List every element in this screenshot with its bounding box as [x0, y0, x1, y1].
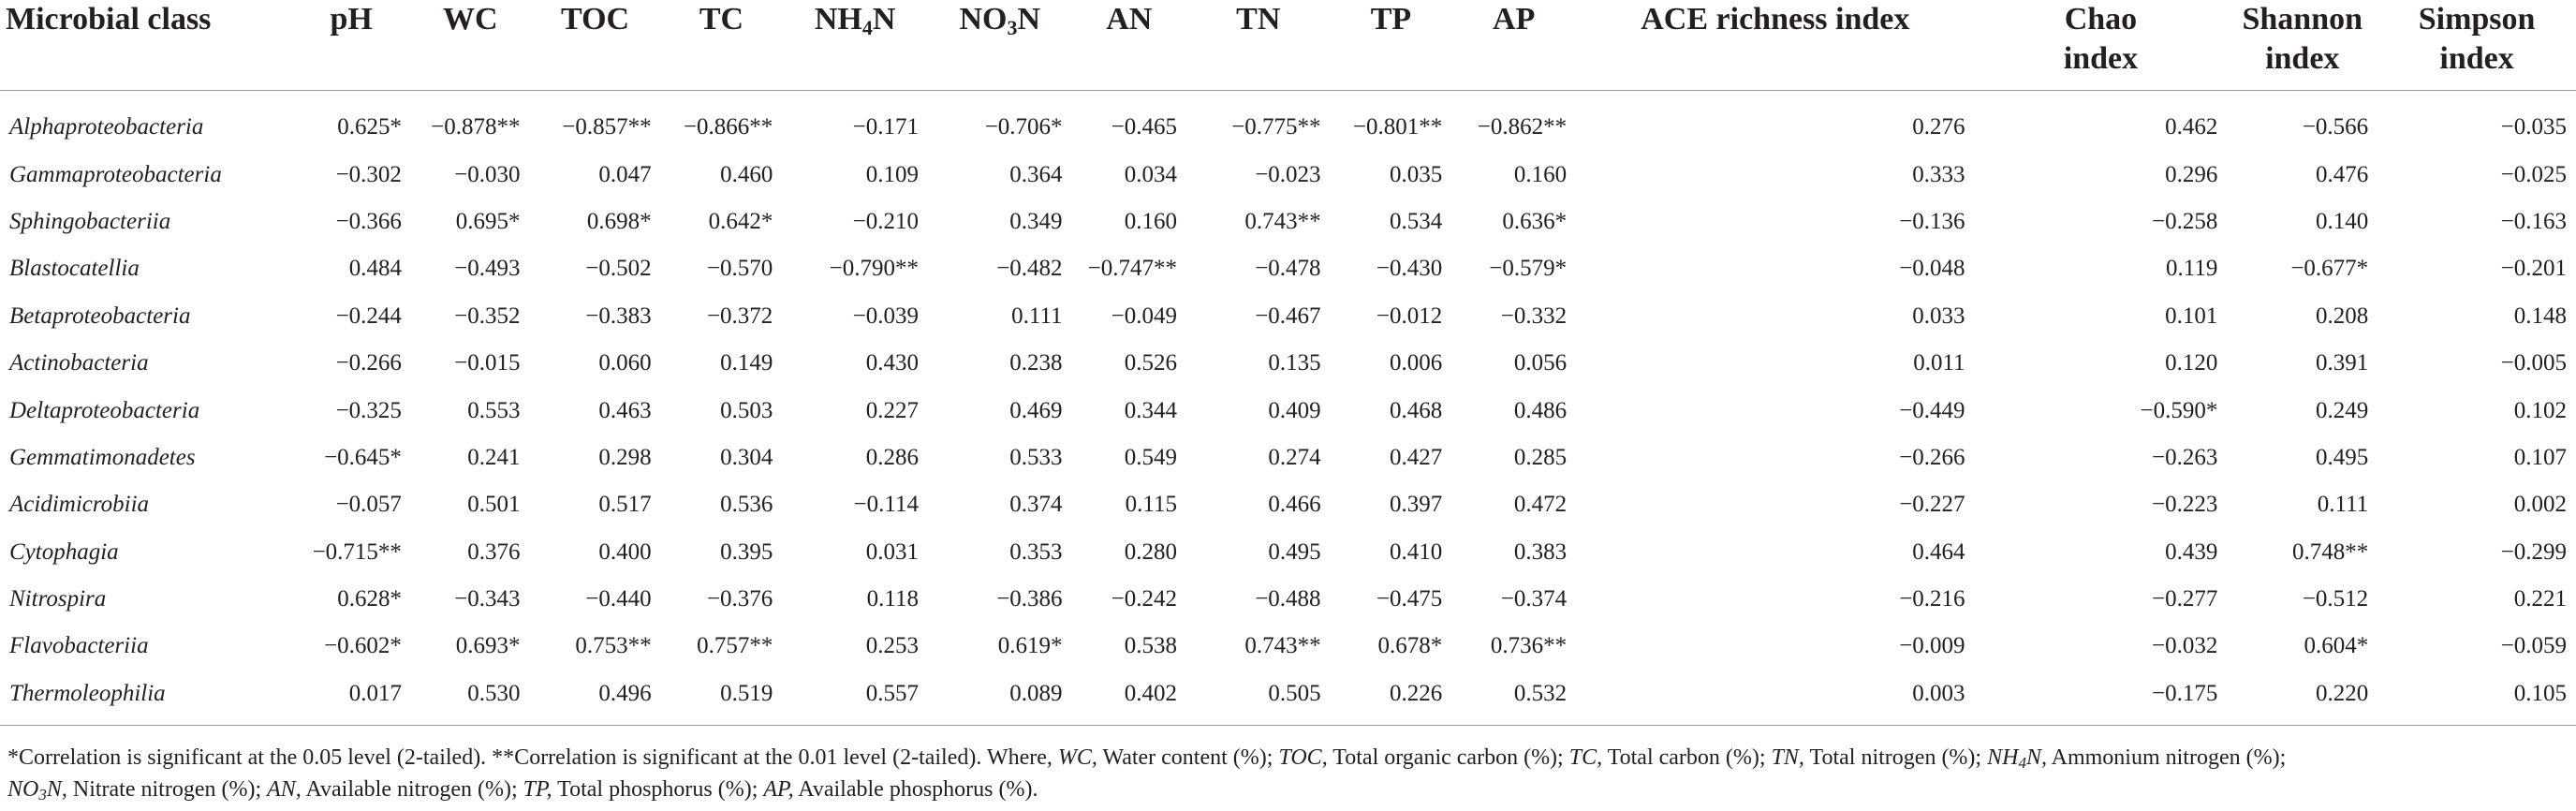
cell-nh4n: −0.114	[853, 492, 919, 518]
cell-shannon: 0.140	[2315, 208, 2369, 234]
table-row	[0, 293, 2576, 340]
cell-toc: 0.463	[598, 397, 652, 423]
cell-wc: −0.015	[454, 350, 521, 376]
footnote-tp-abbr: TP,	[523, 777, 552, 802]
footnote-no3-def: Nitrate nitrogen (%);	[66, 777, 268, 802]
cell-tc: 0.642*	[708, 208, 773, 234]
cell-ph: 0.625*	[337, 114, 402, 140]
cell-wc: −0.878**	[431, 114, 521, 140]
cell-tc: 0.395	[720, 538, 773, 565]
table-row	[0, 340, 2576, 387]
header-tc: TC	[699, 2, 744, 37]
cell-tc: 0.304	[720, 444, 773, 470]
cell-ace: −0.266	[1899, 444, 1965, 470]
cell-no3n: 0.238	[1009, 350, 1063, 376]
cell-ph: 0.628*	[337, 586, 402, 612]
cell-shannon: 0.495	[2315, 444, 2369, 470]
cell-tn: −0.467	[1255, 302, 1321, 329]
cell-no3n: 0.353	[1009, 538, 1063, 565]
header-chao-line1: Chao	[2064, 2, 2138, 37]
header-nh4n-b: N	[872, 2, 896, 37]
cell-ap: −0.862**	[1477, 114, 1568, 140]
cell-wc: 0.501	[467, 492, 521, 518]
cell-an: 0.115	[1125, 492, 1177, 518]
footnote-nh4-def: Ammonium nitrogen (%);	[2046, 745, 2287, 770]
cell-toc: 0.298	[598, 444, 652, 470]
cell-shannon: −0.677*	[2290, 256, 2369, 282]
cell-nh4n: −0.210	[852, 208, 919, 234]
cell-simpson: −0.025	[2500, 161, 2567, 187]
cell-simpson: −0.059	[2500, 633, 2567, 659]
footnote-toc-def: Total organic carbon (%);	[1327, 745, 1569, 770]
cell-ph: 0.017	[348, 680, 402, 706]
footnote-nh4-b: N,	[2025, 745, 2047, 770]
cell-tc: 0.536	[720, 492, 773, 518]
cell-an: 0.344	[1124, 397, 1177, 423]
header-nh4n-a: NH	[814, 2, 862, 37]
footnote-nh4-abbr	[1987, 745, 2047, 770]
cell-tp: 0.534	[1390, 208, 1443, 234]
cell-ace: 0.333	[1912, 161, 1965, 187]
header-simpson-line1: Simpson	[2418, 2, 2536, 37]
cell-tn: 0.409	[1268, 397, 1321, 423]
header-chao	[1975, 0, 2228, 91]
cell-ace: −0.048	[1899, 256, 1965, 282]
row-microbial-class: Gemmatimonadetes	[9, 444, 196, 470]
cell-tp: 0.427	[1390, 444, 1443, 470]
cell-simpson: 0.107	[2513, 444, 2567, 470]
cell-an: −0.747**	[1087, 256, 1177, 282]
cell-toc: 0.060	[598, 350, 652, 376]
cell-nh4n: 0.118	[866, 586, 919, 612]
cell-no3n: 0.619*	[997, 633, 1063, 659]
cell-no3n: 0.364	[1009, 161, 1063, 187]
cell-nh4n: 0.227	[865, 397, 919, 423]
cell-chao: 0.101	[2165, 302, 2218, 329]
cell-tc: 0.149	[720, 350, 773, 376]
cell-shannon: 0.208	[2315, 302, 2369, 329]
cell-no3n: −0.706*	[984, 114, 1063, 140]
cell-ap: 0.736**	[1490, 633, 1568, 659]
header-an: AN	[1106, 2, 1153, 37]
cell-simpson: −0.299	[2500, 538, 2567, 565]
cell-tp: 0.006	[1390, 350, 1443, 376]
header-tn: TN	[1236, 2, 1281, 37]
cell-no3n: 0.374	[1009, 492, 1063, 518]
cell-nh4n: −0.171	[852, 114, 919, 140]
cell-ace: −0.136	[1899, 208, 1965, 234]
cell-shannon: −0.566	[2302, 114, 2369, 140]
cell-ap: 0.160	[1513, 161, 1568, 187]
cell-toc: −0.383	[585, 302, 652, 329]
cell-ph: −0.366	[335, 208, 402, 234]
cell-ap: 0.486	[1513, 397, 1568, 423]
cell-simpson: −0.005	[2500, 350, 2567, 376]
cell-simpson: −0.201	[2500, 256, 2567, 282]
header-ap: AP	[1493, 2, 1536, 37]
cell-no3n: 0.469	[1009, 397, 1063, 423]
header-shannon-line2: index	[2265, 41, 2340, 76]
cell-chao: −0.258	[2151, 208, 2218, 234]
header-nh4n-sub: 4	[861, 16, 873, 39]
footnote-wc-def: Water content (%);	[1097, 745, 1279, 770]
row-microbial-class: Actinobacteria	[9, 350, 149, 376]
footnote-nh4-a: NH	[1987, 745, 2019, 770]
cell-shannon: 0.476	[2315, 161, 2369, 187]
cell-ap: 0.532	[1513, 680, 1568, 706]
cell-wc: 0.241	[467, 444, 521, 470]
cell-ace: 0.464	[1912, 538, 1965, 565]
cell-ph: 0.484	[348, 256, 402, 282]
cell-tc: −0.866**	[683, 114, 773, 140]
header-simpson	[2377, 0, 2576, 91]
header-no3n	[928, 0, 1072, 91]
header-shannon-line1: Shannon	[2242, 2, 2363, 37]
row-microbial-class: Acidimicrobiia	[9, 492, 150, 518]
row-microbial-class: Blastocatellia	[9, 256, 140, 282]
footnote-wc-abbr: WC,	[1057, 745, 1097, 770]
header-shannon	[2227, 0, 2377, 91]
table-row	[0, 671, 2576, 726]
cell-an: 0.160	[1124, 208, 1177, 234]
cell-tp: 0.035	[1390, 161, 1443, 187]
cell-toc: −0.502	[585, 256, 652, 282]
cell-chao: −0.223	[2151, 492, 2218, 518]
footnote-intro: *Correlation is significant at the 0.05 level (2-tailed). **Correlation is significant at the 0.01 level (2-tailed). Where,	[7, 745, 1058, 770]
header-ace: ACE richness index	[1641, 2, 1910, 37]
cell-shannon: 0.111	[2317, 492, 2369, 518]
table-row	[0, 387, 2576, 434]
cell-ph: −0.302	[335, 161, 402, 187]
row-microbial-class: Betaproteobacteria	[9, 302, 191, 329]
cell-toc: 0.517	[598, 492, 652, 518]
table-row	[0, 529, 2576, 576]
cell-tp: −0.430	[1376, 256, 1443, 282]
cell-no3n: −0.386	[996, 586, 1063, 612]
row-microbial-class: Sphingobacteriia	[9, 208, 171, 234]
cell-ph: −0.266	[335, 350, 402, 376]
footnote-no3-b: N,	[46, 777, 67, 802]
cell-chao: −0.277	[2151, 586, 2218, 612]
cell-simpson: 0.221	[2513, 586, 2567, 612]
cell-shannon: 0.391	[2315, 350, 2369, 376]
table-row	[0, 623, 2576, 670]
cell-shannon: 0.604*	[2304, 633, 2369, 659]
cell-nh4n: 0.286	[865, 444, 919, 470]
cell-tc: −0.372	[706, 302, 773, 329]
header-toc: TOC	[561, 2, 630, 37]
footnote-toc-abbr: TOC,	[1278, 745, 1328, 770]
cell-toc: 0.698*	[586, 208, 652, 234]
cell-simpson: 0.002	[2513, 492, 2567, 518]
cell-ace: −0.009	[1899, 633, 1965, 659]
cell-wc: 0.530	[467, 680, 521, 706]
table-row	[0, 576, 2576, 623]
cell-nh4n: 0.253	[865, 633, 919, 659]
footnote-tp-def: Total phosphorus (%);	[552, 777, 764, 802]
cell-an: −0.242	[1111, 586, 1177, 612]
cell-wc: −0.493	[454, 256, 521, 282]
row-microbial-class: Flavobacteriia	[9, 633, 149, 659]
header-tp: TP	[1370, 2, 1412, 37]
cell-wc: −0.352	[454, 302, 521, 329]
cell-ace: 0.011	[1913, 350, 1965, 376]
cell-ap: 0.383	[1513, 538, 1568, 565]
cell-toc: 0.047	[598, 161, 652, 187]
cell-tc: 0.757**	[697, 633, 773, 659]
cell-tn: 0.135	[1268, 350, 1321, 376]
cell-tn: −0.488	[1255, 586, 1321, 612]
row-microbial-class: Cytophagia	[9, 538, 119, 565]
cell-tp: 0.410	[1390, 538, 1443, 565]
cell-tn: 0.743**	[1244, 208, 1321, 234]
cell-nh4n: 0.031	[865, 538, 919, 565]
cell-tc: −0.376	[706, 586, 773, 612]
row-microbial-class: Deltaproteobacteria	[9, 397, 200, 423]
cell-an: 0.034	[1124, 161, 1177, 187]
cell-tn: −0.023	[1255, 161, 1321, 187]
cell-shannon: 0.748**	[2291, 538, 2369, 565]
cell-tn: 0.466	[1268, 492, 1321, 518]
cell-toc: −0.440	[585, 586, 652, 612]
cell-tn: 0.505	[1268, 680, 1321, 706]
cell-simpson: −0.163	[2500, 208, 2567, 234]
table-row	[0, 151, 2576, 198]
footnote-no3-abbr	[7, 777, 67, 802]
cell-chao: 0.120	[2165, 350, 2218, 376]
cell-tn: 0.274	[1268, 444, 1321, 470]
cell-ace: −0.216	[1899, 586, 1965, 612]
cell-ph: −0.244	[335, 302, 402, 329]
table-footnote	[7, 742, 2569, 805]
cell-tn: −0.478	[1255, 256, 1321, 282]
table-body	[0, 91, 2576, 726]
cell-ap: 0.472	[1513, 492, 1568, 518]
table-row	[0, 245, 2576, 292]
cell-an: 0.280	[1124, 538, 1177, 565]
cell-chao: 0.462	[2165, 114, 2218, 140]
cell-nh4n: −0.790**	[829, 256, 919, 282]
cell-chao: 0.119	[2166, 256, 2218, 282]
cell-ace: −0.449	[1899, 397, 1965, 423]
cell-wc: 0.693*	[455, 633, 521, 659]
cell-tp: 0.397	[1390, 492, 1443, 518]
header-chao-line2: index	[2063, 41, 2139, 76]
cell-tp: −0.475	[1376, 586, 1443, 612]
cell-chao: −0.175	[2151, 680, 2218, 706]
cell-ace: −0.227	[1899, 492, 1965, 518]
cell-wc: 0.553	[467, 397, 521, 423]
cell-tp: 0.468	[1390, 397, 1443, 423]
header-simpson-line2: index	[2439, 41, 2514, 76]
table-row	[0, 199, 2576, 245]
cell-ace: 0.276	[1912, 114, 1965, 140]
cell-chao: 0.439	[2165, 538, 2218, 565]
footnote-ap-abbr: AP,	[763, 777, 794, 802]
cell-simpson: 0.105	[2513, 680, 2567, 706]
cell-tc: −0.570	[706, 256, 773, 282]
cell-tn: 0.743**	[1244, 633, 1321, 659]
header-nh4n	[782, 0, 928, 91]
cell-tp: 0.678*	[1377, 633, 1443, 659]
cell-wc: 0.695*	[455, 208, 521, 234]
cell-ace: 0.033	[1912, 302, 1965, 329]
cell-ap: −0.579*	[1489, 256, 1568, 282]
footnote-an-abbr: AN,	[267, 777, 302, 802]
footnote-nh4-sub: 4	[2018, 754, 2026, 772]
footnote-tc-abbr: TC,	[1568, 745, 1603, 770]
cell-an: 0.526	[1124, 350, 1177, 376]
cell-ap: −0.332	[1500, 302, 1568, 329]
cell-ap: 0.285	[1513, 444, 1568, 470]
table-row	[0, 91, 2576, 152]
cell-nh4n: 0.430	[865, 350, 919, 376]
header-no3n-b: N	[1017, 2, 1041, 37]
cell-chao: −0.032	[2151, 633, 2218, 659]
cell-nh4n: 0.109	[865, 161, 919, 187]
cell-wc: −0.343	[454, 586, 521, 612]
cell-no3n: 0.349	[1009, 208, 1063, 234]
footnote-tc-def: Total carbon (%);	[1602, 745, 1772, 770]
cell-no3n: 0.089	[1009, 680, 1063, 706]
header-wc: WC	[442, 2, 498, 37]
cell-toc: −0.857**	[562, 114, 652, 140]
header-row	[0, 0, 2576, 91]
cell-no3n: −0.482	[996, 256, 1063, 282]
cell-tn: 0.495	[1268, 538, 1321, 565]
cell-simpson: 0.148	[2513, 302, 2567, 329]
cell-simpson: 0.102	[2513, 397, 2567, 423]
cell-simpson: −0.035	[2500, 114, 2567, 140]
cell-wc: 0.376	[467, 538, 521, 565]
cell-shannon: −0.512	[2302, 586, 2369, 612]
cell-an: 0.549	[1124, 444, 1177, 470]
footnote-tn-def: Total nitrogen (%);	[1803, 745, 1988, 770]
table-row	[0, 435, 2576, 481]
row-microbial-class: Thermoleophilia	[9, 680, 166, 706]
footnote-ap-def: Available phosphorus (%).	[793, 777, 1038, 802]
header-ph: pH	[330, 2, 373, 37]
table-row	[0, 481, 2576, 528]
footnote-an-def: Available nitrogen (%);	[301, 777, 523, 802]
cell-an: −0.465	[1111, 114, 1177, 140]
cell-nh4n: −0.039	[852, 302, 919, 329]
cell-toc: 0.496	[598, 680, 652, 706]
cell-shannon: 0.249	[2315, 397, 2369, 423]
cell-ap: 0.056	[1513, 350, 1568, 376]
cell-tp: −0.012	[1376, 302, 1443, 329]
header-microbial-class: Microbial class	[6, 2, 212, 37]
cell-an: −0.049	[1111, 302, 1177, 329]
cell-tc: 0.503	[720, 397, 773, 423]
footnote-no3-a: NO	[7, 777, 39, 802]
header-no3n-sub: 3	[1007, 16, 1018, 39]
cell-chao: −0.263	[2151, 444, 2218, 470]
cell-tc: 0.519	[720, 680, 773, 706]
cell-ap: 0.636*	[1502, 208, 1568, 234]
cell-ph: −0.602*	[324, 633, 402, 659]
cell-shannon: 0.220	[2315, 680, 2369, 706]
cell-ap: −0.374	[1500, 586, 1568, 612]
cell-an: 0.402	[1124, 680, 1177, 706]
footnote-no3-sub: 3	[38, 786, 47, 804]
row-microbial-class: Alphaproteobacteria	[9, 114, 204, 140]
cell-ph: −0.325	[335, 397, 402, 423]
cell-chao: −0.590*	[2140, 397, 2218, 423]
cell-ph: −0.715**	[312, 538, 402, 565]
cell-tp: 0.226	[1390, 680, 1443, 706]
cell-ace: 0.003	[1912, 680, 1965, 706]
cell-tc: 0.460	[720, 161, 773, 187]
cell-an: 0.538	[1124, 633, 1177, 659]
cell-tn: −0.775**	[1231, 114, 1321, 140]
cell-nh4n: 0.557	[865, 680, 919, 706]
cell-wc: −0.030	[454, 161, 521, 187]
cell-ph: −0.057	[335, 492, 402, 518]
row-microbial-class: Gammaproteobacteria	[9, 161, 222, 187]
header-no3n-a: NO	[959, 2, 1008, 37]
cell-toc: 0.400	[598, 538, 652, 565]
row-microbial-class: Nitrospira	[9, 586, 107, 612]
cell-no3n: 0.533	[1009, 444, 1063, 470]
cell-tp: −0.801**	[1352, 114, 1443, 140]
footnote-tn-abbr: TN,	[1771, 745, 1804, 770]
cell-toc: 0.753**	[575, 633, 652, 659]
cell-no3n: 0.111	[1011, 302, 1063, 329]
cell-ph: −0.645*	[324, 444, 402, 470]
cell-chao: 0.296	[2165, 161, 2218, 187]
